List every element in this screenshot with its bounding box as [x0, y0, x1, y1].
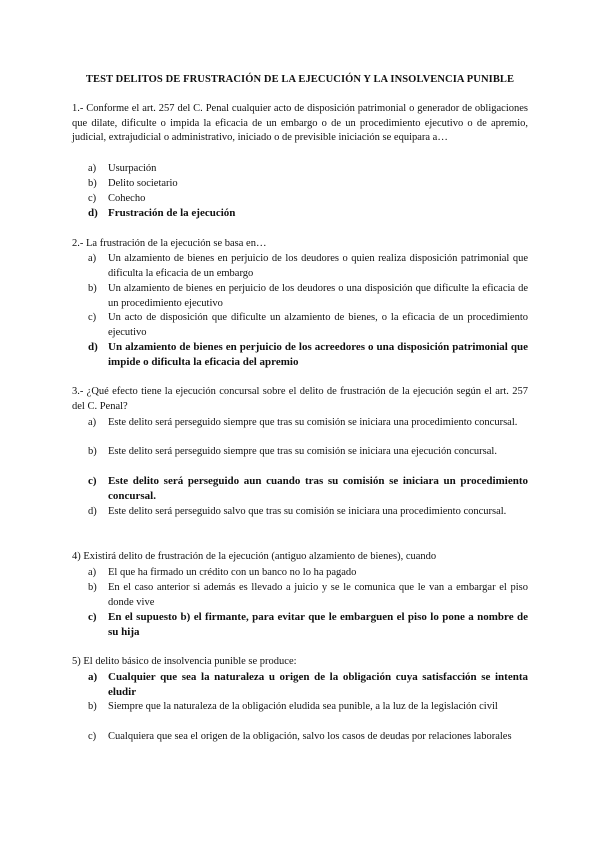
option-letter: c): [88, 731, 97, 742]
question-2-option-b: [88, 282, 528, 311]
question-1-option-d: [88, 206, 528, 221]
option-letter: a): [88, 671, 98, 683]
question-2-option-c: [88, 311, 528, 340]
option-letter: a): [88, 253, 97, 264]
option-text: En el supuesto b) el firmante, para evitar que le embarguen el piso lo pone a nombre de su hija: [108, 611, 528, 638]
option-text: Siempre que la naturaleza de la obligación eludida sea punible, a la luz de la legislación civil: [108, 701, 498, 712]
question-4-option-a: [88, 566, 528, 581]
option-text: En el caso anterior si además es llevado a juicio y se le comunica que le van a embargar el piso donde vive: [108, 582, 528, 608]
question-4-text: 4) Existirá delito de frustración de la ejecución (antiguo alzamiento de bienes), cuando: [72, 551, 437, 562]
option-letter: a): [88, 417, 97, 428]
option-text: Frustración de la ejecución: [108, 207, 236, 219]
option-text: Este delito será perseguido siempre que tras su comisión se iniciara una ejecución concursal.: [108, 446, 497, 457]
option-letter: b): [88, 178, 97, 189]
option-letter: b): [88, 283, 97, 294]
option-text: Usurpación: [108, 163, 157, 174]
option-letter: d): [88, 341, 98, 353]
question-3-option-b: [88, 445, 528, 460]
question-2-option-d: [88, 340, 528, 370]
option-letter: c): [88, 475, 97, 487]
option-text: Un alzamiento de bienes en perjuicio de los deudores o quien realiza disposición patrimonial que dificulta la eficacia de un embargo: [108, 253, 528, 279]
question-1-option-b: [88, 177, 528, 192]
question-1-text: 1.- Conforme el art. 257 del C. Penal cualquier acto de disposición patrimonial o generador de obligaciones que dilate, dificulte o impida la eficacia de un embargo o de un procedimiento ejecutivo o de apremio, judicial, extrajudicial o administrativo, iniciado o de previsible iniciación se equipara a…: [72, 103, 528, 144]
option-text: Cualquier que sea la naturaleza u origen de la obligación cuya satisfacción se intenta eludir: [108, 671, 528, 698]
option-letter: a): [88, 163, 97, 174]
question-3-option-d: [88, 505, 528, 520]
option-text: Cualquiera que sea el origen de la obligación, salvo los casos de deudas por relaciones laborales: [108, 731, 512, 742]
option-text: Este delito será perseguido aun cuando tras su comisión se iniciara un procedimiento concursal.: [108, 475, 528, 502]
option-text: Un alzamiento de bienes en perjuicio de los deudores o una disposición que dificulte la eficacia de un procedimiento ejecutivo: [108, 283, 528, 309]
option-letter: d): [88, 207, 98, 219]
question-3-option-a: [88, 416, 528, 431]
question-2-text: 2.- La frustración de la ejecución se basa en…: [72, 238, 267, 249]
question-5-text: 5) El delito básico de insolvencia punible se produce:: [72, 656, 297, 667]
option-letter: a): [88, 567, 97, 578]
option-letter: b): [88, 701, 97, 712]
question-1-option-a: [88, 162, 528, 177]
question-3-option-c: [88, 474, 528, 504]
option-text: Un alzamiento de bienes en perjuicio de los acreedores o una disposición patrimonial que impide o dificulta la eficacia del apremio: [108, 341, 528, 368]
option-letter: c): [88, 312, 97, 323]
question-2-option-a: [88, 252, 528, 281]
option-text: Un acto de disposición que dificulte un alzamiento de bienes, o la eficacia de un procedimiento ejecutivo: [108, 312, 528, 338]
option-text: El que ha firmado un crédito con un banco no lo ha pagado: [108, 567, 357, 578]
option-text: Delito societario: [108, 178, 178, 189]
question-3-text: 3.- ¿Qué efecto tiene la ejecución concursal sobre el delito de frustración de la ejecución según el art. 257 del C. Penal?: [72, 386, 528, 412]
option-letter: b): [88, 446, 97, 457]
option-text: Este delito será perseguido siempre que tras su comisión se iniciara una procedimiento concursal.: [108, 417, 518, 428]
document-title: TEST DELITOS DE FRUSTRACIÓN DE LA EJECUCIÓN Y LA INSOLVENCIA PUNIBLE: [85, 74, 515, 85]
question-5-option-b: [88, 700, 528, 715]
option-letter: b): [88, 582, 97, 593]
option-text: Este delito será perseguido salvo que tras su comisión se iniciara una procedimiento concursal.: [108, 506, 507, 517]
question-5-option-c: [88, 730, 528, 745]
question-4-option-c: [88, 610, 528, 640]
option-letter: c): [88, 193, 97, 204]
question-1-option-c: [88, 192, 528, 207]
option-text: Cohecho: [108, 193, 146, 204]
option-letter: c): [88, 611, 97, 623]
question-5-option-a: [88, 670, 528, 700]
question-4-option-b: [88, 581, 528, 610]
option-letter: d): [88, 506, 97, 517]
